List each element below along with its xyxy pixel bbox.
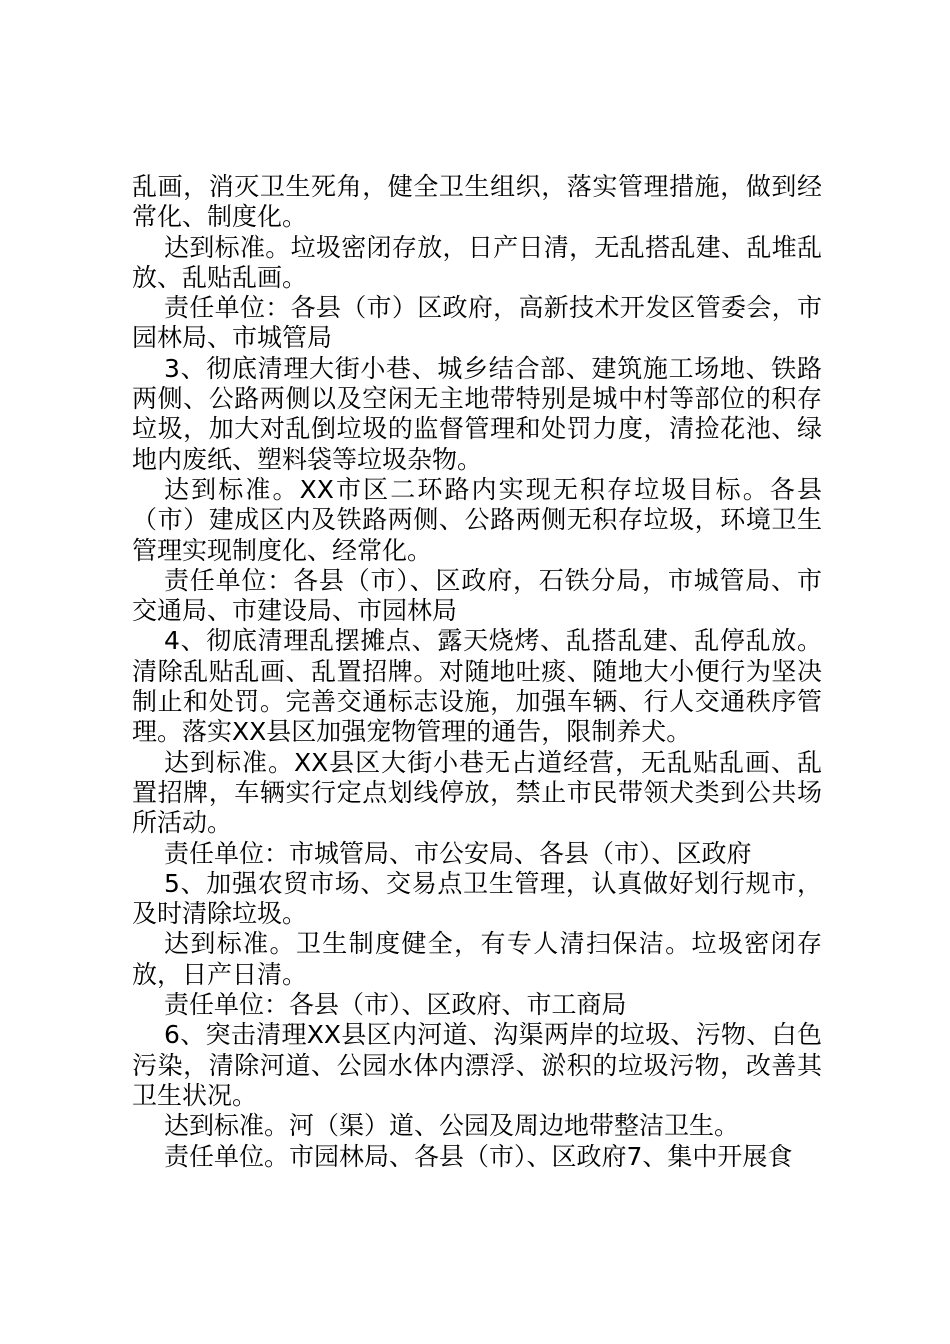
body-paragraph: 达到标准。卫生制度健全，有专人清扫保洁。垃圾密闭存放，日产日清。: [132, 929, 822, 989]
body-paragraph: 5、加强农贸市场、交易点卫生管理，认真做好划行规市，及时清除垃圾。: [132, 868, 822, 929]
body-paragraph: 达到标准。垃圾密闭存放，日产日清，无乱搭乱建、乱堆乱放、乱贴乱画。: [132, 232, 822, 292]
body-paragraph: 达到标准。河（渠）道、公园及周边地带整洁卫生。: [164, 1111, 740, 1141]
body-paragraph: 责任单位：市城管局、市公安局、各县（市）、区政府: [164, 838, 752, 868]
body-paragraph: 责任单位：各县（市）区政府，高新技术开发区管委会，市园林局、市城管局: [132, 293, 822, 353]
body-paragraph: 乱画，消灭卫生死角，健全卫生组织，落实管理措施，做到经常化、制度化。: [132, 172, 822, 232]
body-paragraph: 责任单位：各县（市）、区政府，石铁分局，市城管局、市交通局、市建设局、市园林局: [132, 565, 822, 626]
document-body: [132, 172, 822, 1172]
body-paragraph: 达到标准。XX市区二环路内实现无积存垃圾目标。各县（市）建成区内及铁路两侧、公路两侧无积存垃圾，环境卫生管理实现制度化、经常化。: [132, 474, 822, 565]
body-paragraph: 4、彻底清理乱摆摊点、露天烧烤、乱搭乱建、乱停乱放。清除乱贴乱画、乱置招牌。对随地吐痰、随地大小便行为坚决制止和处罚。完善交通标志设施，加强车辆、行人交通秩序管理。落实XX县区加强宠物管理的通告，限制养犬。: [132, 626, 822, 747]
body-paragraph: 责任单位：各县（市）、区政府、市工商局: [164, 990, 627, 1020]
body-paragraph: 6、突击清理XX县区内河道、沟渠两岸的垃圾、污物、白色污染，清除河道、公园水体内漂浮、淤积的垃圾污物，改善其卫生状况。: [132, 1020, 822, 1110]
body-paragraph: 责任单位。市园林局、各县（市）、区政府7、集中开展食: [164, 1141, 793, 1171]
body-paragraph: 3、彻底清理大街小巷、城乡结合部、建筑施工场地、铁路两侧、公路两侧以及空闲无主地带特别是城中村等部位的积存垃圾，加大对乱倒垃圾的监督管理和处罚力度，清捡花池、绿地内废纸、塑料袋等垃圾杂物。: [132, 353, 822, 474]
body-paragraph: 达到标准。XX县区大街小巷无占道经营，无乱贴乱画、乱置招牌，车辆实行定点划线停放，禁止市民带领犬类到公共场所活动。: [132, 747, 822, 838]
